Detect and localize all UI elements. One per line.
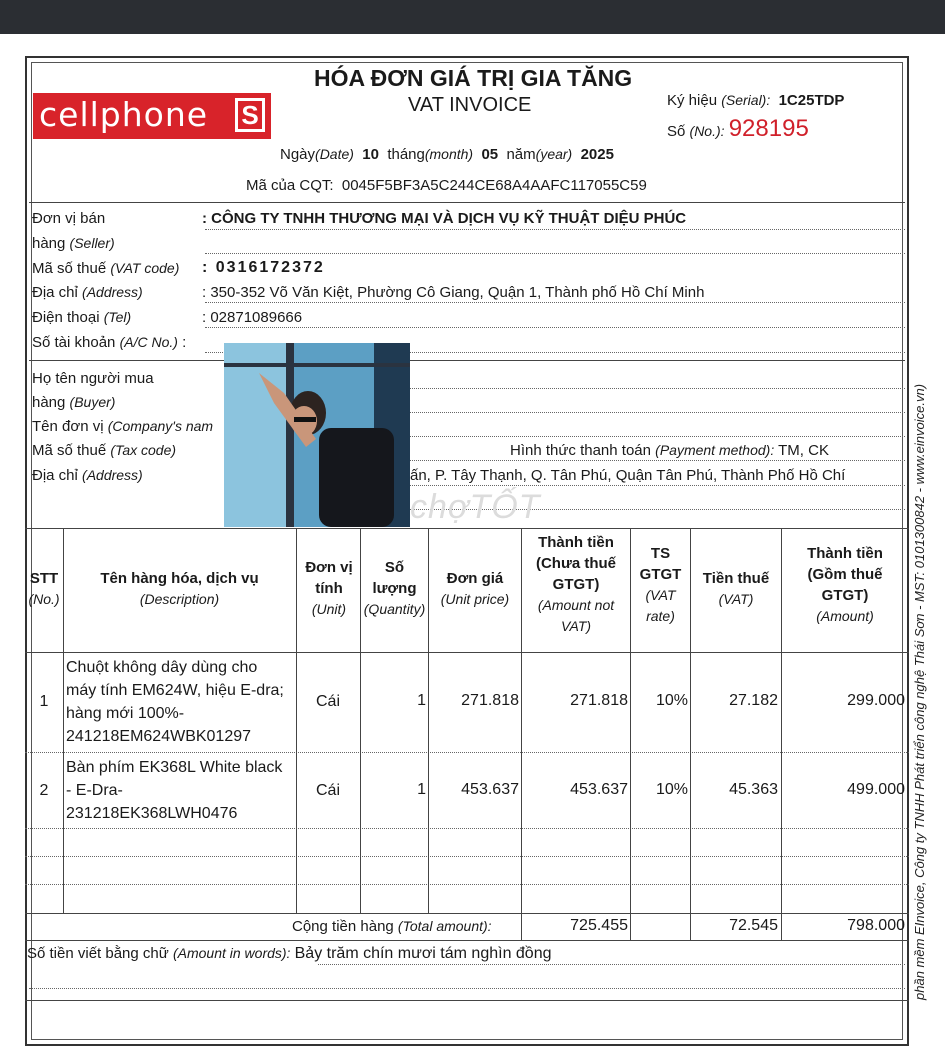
seller-tax-label: Mã số thuế (VAT code)	[32, 260, 180, 277]
top-bar	[0, 0, 945, 34]
side-note: phần mềm EInvoice, Công ty TNHH Phát triển công nghệ Thái Sơn - MST: 0101300842 - www.einvoice.vn)	[912, 383, 927, 1000]
payment-value: TM, CK	[778, 442, 829, 459]
row-2-total: 499.000	[847, 781, 905, 798]
buyer-address-label: Địa chỉ (Address)	[32, 467, 143, 484]
row-1-amount: 271.818	[570, 692, 628, 709]
buyer-company-label: Tên đơn vị (Company's nam	[32, 418, 214, 435]
amount-in-words: Số tiền viết bằng chữ (Amount in words): Bảy trăm chín mươi tám nghìn đồng	[27, 945, 552, 962]
row-2-description: Bàn phím EK368L White black - E-Dra- 231218EK368LWH0476	[66, 759, 283, 822]
row-2-amount: 453.637	[570, 781, 628, 798]
amount-in-words-value: Bảy trăm chín mươi tám nghìn đồng	[294, 945, 552, 962]
col-header-vat: Tiền thuế (VAT)	[702, 570, 770, 607]
invoice-number: 928195	[728, 115, 809, 142]
person-by-window-image	[224, 343, 410, 527]
cellphones-logo	[33, 93, 271, 139]
col-header-vat-rate: TS GTGT (VAT rate)	[639, 545, 682, 624]
cqt-row: Mã của CQT: 0045F5BF3A5C244CE68A4AAFC117055C59	[246, 177, 647, 194]
logo-text: cellphone	[39, 95, 209, 134]
row-1-unit: Cái	[315, 693, 340, 710]
total-amount: 725.455	[570, 917, 628, 934]
seller-label-2: hàng (Seller)	[32, 235, 115, 252]
seller-tax-code: : 0316172372	[202, 259, 325, 276]
row-2-unit: Cái	[315, 782, 340, 799]
buyer-name-label-1: Họ tên người mua	[32, 370, 154, 387]
seller-tel-label: Điện thoại (Tel)	[32, 309, 132, 326]
row-2-no: 2	[39, 782, 49, 799]
col-header-description: Tên hàng hóa, dịch vụ (Description)	[100, 570, 259, 607]
buyer-tax-label: Mã số thuế (Tax code)	[32, 442, 177, 459]
col-header-amount-not-vat: Thành tiền (Chưa thuế GTGT) (Amount not VAT)	[535, 534, 617, 634]
seller-name: : CÔNG TY TNHH THƯƠNG MẠI VÀ DỊCH VỤ KỸ THUẬT DIỆU PHÚC	[202, 210, 687, 227]
invoice-frame	[25, 56, 909, 1046]
serial-row: Ký hiệu (Serial): 1C25TDP	[667, 92, 845, 109]
seller-tel: : 02871089666	[202, 309, 303, 326]
total-label: Cộng tiền hàng (Total amount):	[292, 918, 492, 935]
cqt-code: 0045F5BF3A5C244CE68A4AAFC117055C59	[341, 177, 647, 194]
watermark: chợTỐT	[410, 488, 541, 526]
row-2-vat: 45.363	[729, 781, 778, 798]
row-2-rate: 10%	[655, 781, 688, 798]
buyer-address: ấn, P. Tây Thạnh, Q. Tân Phú, Quận Tân Phú, Thành Phố Hồ Chí	[410, 467, 846, 484]
buyer-name-label-2: hàng (Buyer)	[32, 394, 116, 411]
total-vat: 72.545	[729, 917, 778, 934]
col-header-amount: Thành tiền (Gồm thuế GTGT) (Amount)	[807, 545, 883, 624]
seller-address-label: Địa chỉ (Address)	[32, 284, 143, 301]
row-1-price: 271.818	[461, 692, 519, 709]
payment-method: Hình thức thanh toán (Payment method): TM, CK	[510, 442, 829, 459]
row-1-description: Chuột không dây dùng cho máy tính EM624W, hiệu E-dra; hàng mới 100%- 241218EM624WBK01297	[66, 659, 284, 745]
seller-account-label: Số tài khoản (A/C No.) :	[32, 334, 187, 351]
col-header-unit: Đơn vị tính (Unit)	[305, 559, 353, 617]
row-1-no: 1	[39, 693, 49, 710]
total-sum: 798.000	[847, 917, 905, 934]
number-row: Số (No.): 928195	[667, 115, 809, 142]
row-1-rate: 10%	[655, 692, 688, 709]
date-row: Ngày(Date) 10 tháng(month) 05 năm(year) 2025	[280, 146, 614, 163]
overlay-photo	[224, 343, 410, 527]
row-2-qty: 1	[417, 781, 426, 798]
row-1-qty: 1	[417, 692, 426, 709]
col-header-unit-price: Đơn giá (Unit price)	[440, 570, 510, 607]
col-header-no: STT (No.)	[28, 570, 60, 607]
logo-mark: S	[235, 98, 265, 132]
row-1-total: 299.000	[847, 692, 905, 709]
row-1-vat: 27.182	[729, 692, 778, 709]
seller-label-1: Đơn vị bán	[32, 210, 106, 227]
col-header-quantity: Số lượng (Quantity)	[363, 559, 426, 617]
seller-address: : 350-352 Võ Văn Kiệt, Phường Cô Giang, Quận 1, Thành phố Hồ Chí Minh	[202, 284, 705, 301]
invoice-title: HÓA ĐƠN GIÁ TRỊ GIA TĂNG	[314, 65, 633, 91]
invoice-subtitle: VAT INVOICE	[408, 94, 532, 116]
row-2-price: 453.637	[461, 781, 519, 798]
serial-value: 1C25TDP	[778, 92, 845, 109]
